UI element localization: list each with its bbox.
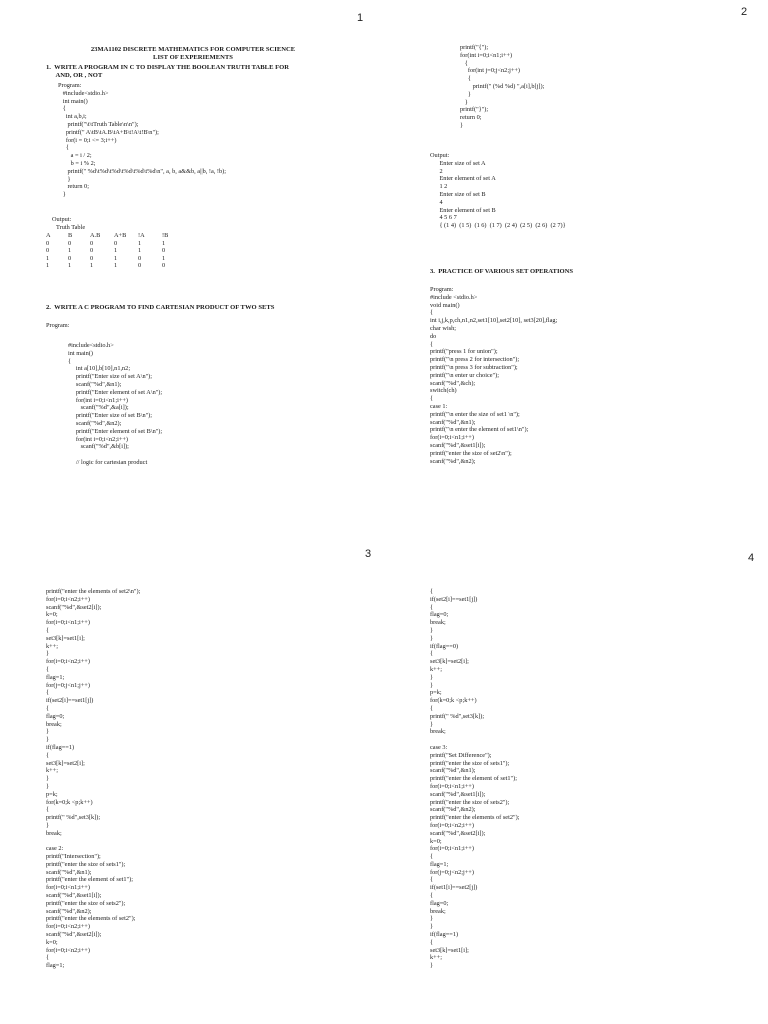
table-cell: 1 [68, 262, 72, 270]
truth-table-label: Truth Table [56, 224, 86, 231]
table-cell: 0 [162, 247, 166, 255]
truth-table-header [46, 232, 182, 240]
exercise-2-heading: 2. WRITE A C PROGRAM TO FIND CARTESIAN PRODUCT OF TWO SETS [46, 304, 275, 311]
table-cell: 1 [114, 262, 118, 270]
header-cell: A [46, 232, 51, 239]
page-number-3: 3 [365, 548, 372, 560]
table-cell: 0 [138, 254, 142, 262]
table-cell: 1 [90, 262, 94, 270]
output-label: Output: [52, 216, 72, 223]
table-cell: 1 [114, 247, 118, 255]
table-cell: 0 [162, 262, 166, 270]
table-cell: 0 [90, 239, 94, 247]
truth-table [46, 232, 182, 270]
header-cell: !A [138, 232, 145, 239]
exercise-3-heading: 3. PRACTICE OF VARIOUS SET OPERATIONS [430, 268, 574, 275]
page-2 [384, 20, 768, 532]
table-cell: 1 [162, 254, 166, 262]
table-cell: 1 [46, 262, 50, 270]
program-label: Program: [46, 322, 70, 329]
title-line: 23MA1102 DISCRETE MATHEMATICS FOR COMPUTER SCIENCE [90, 46, 296, 53]
table-row [46, 240, 182, 248]
page-4 [384, 566, 768, 1024]
header-cell: A+B [114, 232, 127, 239]
cartesian-product-loop: printf("{"); for(int i=0;i<n1;i++) { for(int j=0;j<n2;j++) { printf(" (%d %d) ",a[i],b[j]); } } printf("}"); return 0; } [460, 44, 545, 129]
set-operations-code-continued: printf("enter the elements of set2\n"); for(i=0;i<n2;i++) scanf("%d",&set2[i]); k=0; for(i=0;i<n1;i++) { set3[k]=set1[i]; k++; } for(i=0;i<n2;i++) { flag=1; for(j=0;j<n1;j++) { if(set2[i]==set1[j]) { flag=0; break; } } if(flag==1) { set3[k]=set2[i]; k++; } } p=k; for(k=0;k <p;k++) { printf(" %d",set3[k]); } break; case 2: printf("Intersection"); printf("enter the size of sets1"); scanf("%d",&n1); printf("enter the element of set1"); for(i=0;i<n1;i++) scanf("%d",&set1[i]); printf("enter the size of sets2"); scanf("%d",&n2); printf("enter the elements of set2"); for(i=0;i<n2;i++) scanf("%d",&set2[i]); k=0; for(i=0;i<n2;i++) { flag=1; [46, 588, 141, 970]
page-number-4: 4 [748, 552, 755, 564]
exercise-1-program: Program: #include<stdio.h> int main() { int a,b,i; printf("\t\tTruth Table\n\n"); printf(" A\tB\tA.B\tA+B\t!A\t!B\n"); for(i = 0;i <= 3;i++) { a = i / 2; b = i % 2; printf(" %d\t%d\t%d\t%d\t%d\t%d\n", a, b, a&&b, a||b, !a, !b); } return 0; } [58, 82, 227, 199]
table-cell: 0 [90, 247, 94, 255]
subtitle-line: LIST OF EXPERIEMENTS [153, 53, 233, 61]
exercise-2-program: #include<stdio.h> int main() { int a[10],b[10],n1,n2; printf("Enter size of set A\n"); scanf("%d",&n1); printf("Enter element of set A\n"); for(int i=0;i<n1;i++) scanf("%d",&a[i]); printf("Enter size of set B\n"); scanf("%d",&n2); printf("Enter element of set B\n"); for(int i=0;i<n2;i++) scanf("%d",&b[i]); // logic for cartesian product [68, 342, 163, 466]
page-1 [0, 28, 384, 540]
table-cell: 0 [68, 254, 72, 262]
document-title [40, 46, 346, 61]
exercise-3-program: Program: #include <stdio.h> void main() { int i,j,k,p,ch,n1,n2,set1[10],set2[10], set3[20],flag; char wish; do { printf("press 1 for union"); printf("\n press 2 for intersection"); printf("\n press 3 for subtraction"); printf("\n enter ur choice"); scanf("%d",&ch); switch(ch) { case 1: printf("\n enter the size of set1 \n"); scanf("%d",&n1); printf("\n enter the element of set1\n"); for(i=0;i<n1;i++) scanf("%d",&set1[i]); printf("enter the size of set2\n"); scanf("%d",&n2); [430, 286, 558, 465]
cartesian-output: Output: Enter size of set A 2 Enter element of set A 1 2 Enter size of set B 4 Enter element of set B 4 5 6 7 { (1 4) (1 5) (1 6) (1 7) (2 4) (2 5) (2 6) (2 7)} [430, 152, 566, 230]
table-cell: 0 [90, 254, 94, 262]
table-cell: 1 [138, 247, 142, 255]
table-cell: 1 [162, 239, 166, 247]
page-3 [0, 566, 384, 1024]
table-row [46, 247, 182, 255]
exercise-1-heading: 1. WRITE A PROGRAM IN C TO DISPLAY THE BOOLEAN TRUTH TABLE FOR AND, OR , NOT [46, 64, 290, 79]
header-cell: B [68, 232, 73, 239]
table-row [46, 262, 182, 270]
table-cell: 0 [46, 247, 50, 255]
page-number-2: 2 [741, 6, 748, 18]
table-cell: 0 [114, 239, 118, 247]
table-cell: 1 [68, 247, 72, 255]
table-cell: 0 [138, 262, 142, 270]
set-difference-code: { if(set2[i]==set1[j]) { flag=0; break; } } if(flag==0) { set3[k]=set2[i]; k++; } } p=k; for(k=0;k <p;k++) { printf(" %d",set3[k]); } break; case 3: printf("Set Difference"); printf("enter the size of sets1"); scanf("%d",&n1); printf("enter the element of set1"); for(i=0;i<n1;i++) scanf("%d",&set1[i]); printf("enter the size of sets2"); scanf("%d",&n2); printf("enter the elements of set2"); for(i=0;i<n2;i++) scanf("%d",&set2[i]); k=0; for(i=0;i<n1;i++) { flag=1; for(j=0;j<n2;j++) { if(set1[i]==set2[j]) { flag=0; break; } } if(flag==1) { set3[k]=set1[i]; k++; } [430, 588, 520, 970]
table-cell: 1 [114, 254, 118, 262]
table-cell: 0 [68, 239, 72, 247]
table-cell: 1 [46, 254, 50, 262]
table-cell: 1 [138, 239, 142, 247]
header-cell: A.B [90, 232, 101, 239]
table-row [46, 255, 182, 263]
page-number-1: 1 [357, 12, 364, 24]
table-cell: 0 [46, 239, 50, 247]
header-cell: !B [162, 232, 169, 239]
